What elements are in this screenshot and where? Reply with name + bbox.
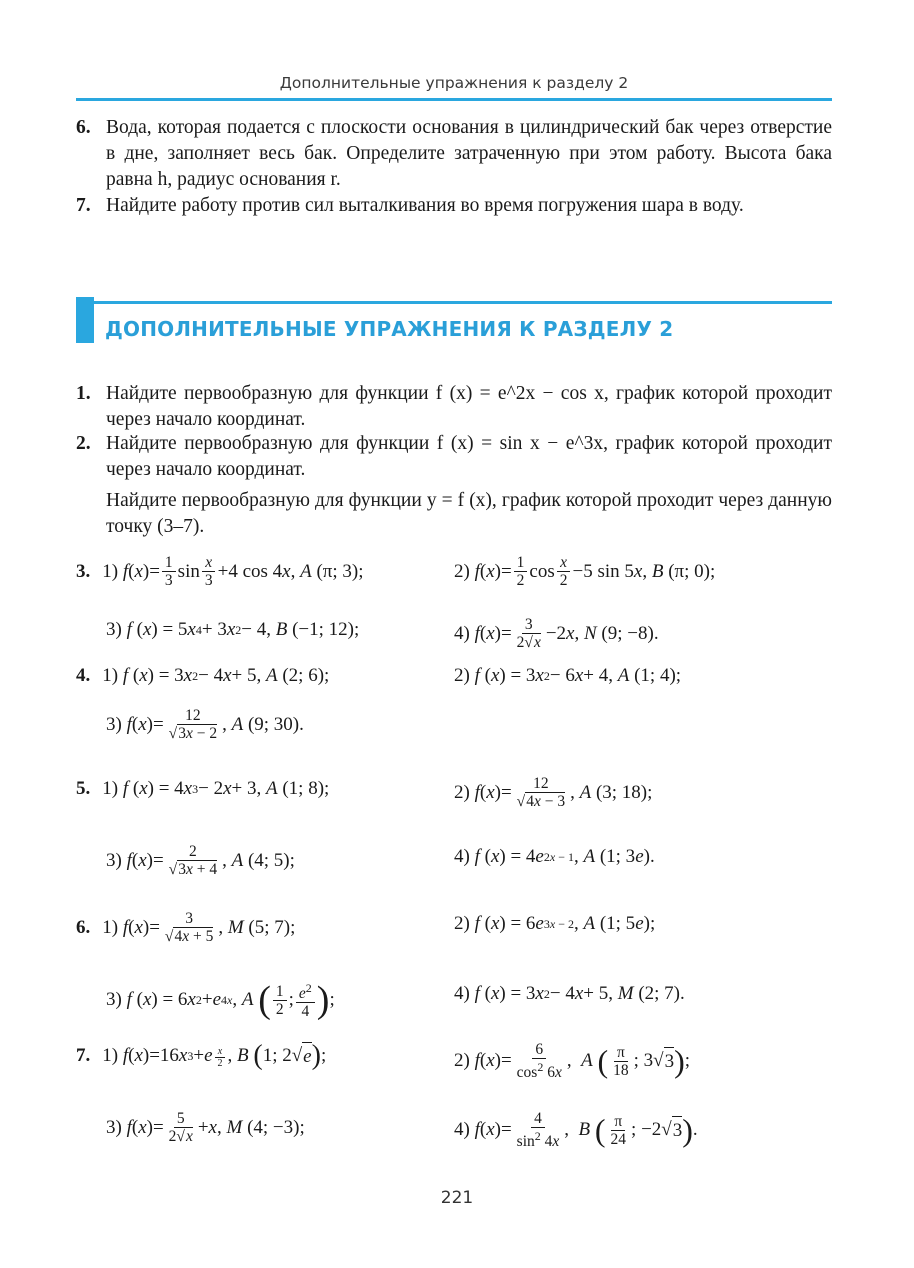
exercise-3-item-3: 3) f ( x ) = 5 x 4 + 3 x 2 − 4, B (−1; 12); [106,616,359,644]
problem-7 [76,193,832,219]
item-number: 3) [106,1116,122,1138]
item-number: 3) [106,713,122,735]
section-rule [76,301,832,304]
instruction-text: Найдите первообразную для функции y = f (x), график которой проходит через данную точку (3–7). [106,490,832,537]
problem-number: 7. [76,195,91,216]
section-title: ДОПОЛНИТЕЛЬНЫЕ УПРАЖНЕНИЯ К РАЗДЕЛУ 2 [105,317,674,341]
exercise-4-item-3: 3) f ( x )= $\frac{12}{√3x - 2}$ , A (9; 30). [106,707,304,742]
exercise-text: Найдите первообразную для функции f (x) = e^2x − cos x, график которой проходит через начало координат. [106,383,832,430]
item-number: 4) [454,983,470,1004]
exercise-text: Найдите первообразную для функции f (x) = sin x − e^3x, график которой проходит через начало координат. [106,433,832,480]
exercise-3-item-4: 4) f ( x )= $\frac{3}{2√x}$ −2 x , N (9; −8). [454,616,659,651]
exercise-number: 3. [76,560,91,582]
exercise-1 [76,381,832,433]
exercise-2 [76,431,832,483]
exercise-4-item-1: 4. 1) f ( x ) = 3 x 2 − 4 x + 5, A (2; 6); [76,662,329,690]
item-number: 2) [454,560,470,582]
problem-text: Вода, которая подается с плоскости основания в цилиндрический бак через отверстие в дне, заполняет весь бак. Определите затраченную при этом работу. Высота бака равна h, радиус основания r. [106,117,832,190]
exercise-5-item-4: 4) f ( x ) = 4 e 2x − 1 , A (1; 3 e ). [454,843,655,871]
instruction [76,488,832,540]
exercise-7-item-1: 7. 1) f ( x )=16 x 3 + e $\frac{x}{2}$ , B ( 1; 2√ e ) ; [76,1040,327,1071]
item-number: 2) [454,665,470,686]
item-number: 2) [454,913,470,934]
section-bar [76,297,94,343]
exercise-number: 4. [76,665,91,686]
exercise-3-item-1: 3. 1) f ( x )= $\frac{1}{3}$ sin $\frac{x}{3}$ +4 cos 4 x , A (π; 3); [76,554,364,589]
exercise-number: 6. [76,916,91,938]
item-number: 2) [454,781,470,803]
item-number: 3) [106,849,122,871]
exercise-4-item-2: 2) f ( x ) = 3 x 2 − 6 x + 4, A (1; 4); [454,662,681,690]
exercise-number: 2. [76,433,91,454]
item-number: 1) [102,778,119,799]
item-number: 4) [454,1119,470,1141]
exercise-number: 1. [76,383,91,404]
exercise-3-item-2: 2) f ( x )= $\frac{1}{2}$ cos $\frac{x}{2}$ −5 sin 5 x , B (π; 0); [454,554,716,589]
exercise-number: 5. [76,778,91,799]
item-number: 1) [102,916,119,938]
item-number: 2) [454,1050,470,1072]
exercise-7-item-2: 2) f ( x )= $\frac{6}{\cos^2 6x}$ , A ( $\frac{\pi}{18}$ ; 3√ 3 ) ; [454,1041,691,1082]
exercise-7-item-4: 4) f ( x )= $\frac{4}{\sin^2 4x}$ , B ( $\frac{\pi}{24}$ ; −2√ 3 ) . [454,1110,698,1151]
item-number: 1) [102,560,119,582]
exercise-6-item-1: 6. 1) f ( x )= $\frac{3}{√4x + 5}$ , M (5; 7); [76,910,296,945]
exercise-5-item-3: 3) f ( x )= $\frac{2}{√3x + 4}$ , A (4; 5); [106,843,295,878]
item-number: 4) [454,846,470,867]
item-number: 4) [454,622,470,644]
exercise-6-item-3: 3) f ( x ) = 6 x 2 + e 4x , A ( $\frac{1}{2}$ ; $\frac{e^2}{4}$ ) ; [106,979,335,1022]
item-number: 3) [106,619,122,640]
item-number: 1) [102,1045,119,1066]
problem-text: Найдите работу против сил выталкивания во время погружения шара в воду. [106,195,744,216]
exercise-number: 7. [76,1045,91,1066]
exercise-6-item-4: 4) f ( x ) = 3 x 2 − 4 x + 5, M (2; 7). [454,980,685,1008]
exercise-5-item-2: 2) f ( x )= $\frac{12}{√4x - 3}$ , A (3; 18); [454,775,653,810]
problem-number: 6. [76,117,91,138]
running-header: Дополнительные упражнения к разделу 2 [279,74,629,92]
page-number: 221 [440,1188,474,1208]
exercise-6-item-2: 2) f ( x ) = 6 e 3x − 2 , A (1; 5 e ); [454,910,655,938]
exercise-7-item-3: 3) f ( x )= $\frac{5}{2√x}$ + x , M (4; −3); [106,1110,305,1145]
problem-6 [76,115,832,193]
header-rule [76,98,832,101]
item-number: 3) [106,989,122,1011]
item-number: 1) [102,665,119,686]
exercise-5-item-1: 5. 1) f ( x ) = 4 x 3 − 2 x + 3, A (1; 8); [76,775,329,803]
